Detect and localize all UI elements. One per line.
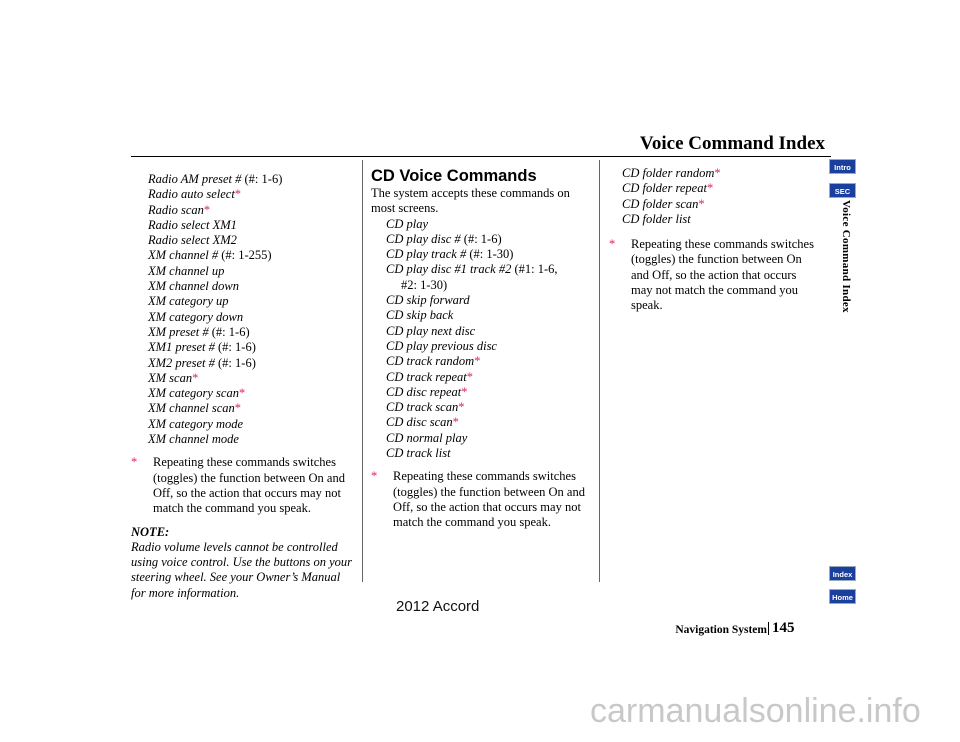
command-text: XM channel down [148, 279, 239, 294]
command-text: CD disc scan [386, 415, 453, 430]
command-item [371, 354, 593, 369]
command-item [371, 232, 593, 247]
command-item [131, 310, 356, 325]
column-radio-commands [131, 172, 356, 601]
asterisk-icon: * [238, 386, 246, 401]
command-text: CD folder scan [622, 196, 699, 211]
command-text: XM category scan [148, 386, 239, 401]
footnote-text: Repeating these commands switches (toggles) the function between On and Off, so the action that occurs may not match the command you speak. [631, 237, 814, 313]
command-range: (#1: 1-6, [511, 262, 558, 277]
asterisk-icon: * [234, 401, 242, 416]
column-cd-commands [371, 167, 593, 531]
side-section-title: Voice Command Index [840, 200, 852, 313]
column-divider-2 [599, 160, 600, 582]
command-text: CD play disc #1 track #2 [386, 262, 512, 277]
command-range: (#: 1-255) [218, 248, 272, 263]
command-item [371, 324, 593, 339]
asterisk-icon: * [452, 415, 459, 430]
asterisk-icon: * [131, 455, 138, 470]
asterisk-icon: * [714, 166, 721, 180]
footnote [371, 469, 593, 530]
command-text: CD skip forward [386, 293, 470, 308]
asterisk-icon: * [461, 384, 468, 399]
command-text: CD play track # [386, 247, 467, 262]
command-range-continued: #2: 1-30) [401, 277, 448, 292]
column-cd-folder-commands [609, 166, 819, 314]
command-text: XM scan [148, 370, 193, 385]
command-text: XM category mode [148, 416, 244, 431]
section-intro: The system accepts these commands on most screens. [371, 186, 570, 216]
command-item [131, 233, 356, 248]
command-text: CD folder list [622, 211, 691, 226]
asterisk-icon: * [458, 400, 465, 415]
command-item [131, 279, 356, 294]
command-text: XM1 preset # [148, 340, 215, 355]
cd-folder-command-list [609, 166, 819, 227]
command-item [131, 340, 356, 355]
command-text: CD disc repeat [386, 384, 462, 399]
command-text: CD play disc # [386, 231, 461, 246]
command-text: XM channel # [148, 248, 219, 263]
index-tab[interactable]: Index [829, 566, 856, 581]
command-item [131, 172, 356, 187]
site-watermark: carmanualsonline.info [590, 692, 921, 730]
command-item [131, 264, 356, 279]
page-title: Voice Command Index [639, 133, 825, 154]
footer-separator [768, 622, 769, 635]
command-item [371, 385, 593, 400]
command-text: CD play next disc [386, 323, 476, 338]
asterisk-icon: * [203, 202, 211, 217]
command-item [131, 356, 356, 371]
command-text: XM channel mode [148, 432, 239, 447]
command-text: Radio scan [148, 202, 204, 217]
asterisk-icon: * [609, 237, 616, 252]
command-item [371, 370, 593, 385]
command-item [371, 262, 593, 277]
command-item [131, 203, 356, 218]
command-text: CD folder random [622, 166, 715, 180]
column-divider-1 [362, 160, 363, 582]
command-item [371, 431, 593, 446]
command-item [131, 248, 356, 263]
command-text: XM channel scan [148, 401, 235, 416]
command-item [371, 308, 593, 323]
command-range: (#: 1-6) [241, 172, 283, 186]
command-range: (#: 1-6) [208, 324, 250, 339]
note-label: NOTE: [131, 524, 170, 539]
command-text: XM category up [148, 294, 229, 309]
command-item [131, 401, 356, 416]
note-text: Radio volume levels cannot be controlled using voice control. Use the buttons on your steering wheel. See your Owner’s Manual for more information. [131, 539, 353, 600]
footer-system-name: Navigation System [675, 624, 767, 636]
command-text: Radio select XM2 [148, 233, 237, 248]
model-label: 2012 Accord [396, 598, 480, 615]
command-item [131, 325, 356, 340]
command-text: CD track repeat [386, 369, 467, 384]
command-item [371, 339, 593, 354]
command-item [609, 166, 819, 181]
command-range: (#: 1-6) [214, 340, 256, 355]
section-heading: CD Voice Commands [371, 167, 537, 185]
command-item [609, 212, 819, 227]
command-item [371, 217, 593, 232]
asterisk-icon: * [474, 354, 481, 369]
footnote-text: Repeating these commands switches (toggles) the function between On and Off, so the action that occurs may not match the command you speak. [153, 455, 345, 516]
command-range: (#: 1-6) [460, 231, 502, 246]
command-item [131, 371, 356, 386]
command-item [131, 417, 356, 432]
sec-tab[interactable]: SEC [829, 183, 856, 198]
command-text: XM2 preset # [148, 355, 215, 370]
command-text: CD track list [386, 446, 451, 461]
command-item [371, 400, 593, 415]
command-text: XM channel up [148, 263, 225, 278]
page-number: 145 [772, 620, 795, 636]
command-item [131, 386, 356, 401]
command-text: CD normal play [386, 430, 468, 445]
command-item [131, 432, 356, 447]
radio-command-list [131, 172, 356, 447]
command-text: XM preset # [148, 324, 209, 339]
command-item [609, 197, 819, 212]
command-text: CD folder repeat [622, 181, 707, 196]
command-text: Radio auto select [148, 187, 235, 202]
intro-tab[interactable]: Intro [829, 159, 856, 174]
command-item [131, 187, 356, 202]
command-item [371, 415, 593, 430]
asterisk-icon: * [234, 187, 242, 202]
asterisk-icon: * [698, 196, 705, 211]
command-text: CD track scan [386, 400, 459, 415]
command-item [371, 446, 593, 461]
command-item [371, 247, 593, 262]
footnote [131, 455, 356, 516]
command-text: CD play previous disc [386, 338, 497, 353]
home-tab[interactable]: Home [829, 589, 856, 604]
command-text: CD play [386, 216, 429, 231]
command-text: CD track random [386, 354, 475, 369]
asterisk-icon: * [192, 370, 199, 385]
command-item [371, 293, 593, 308]
command-text: CD skip back [386, 308, 454, 323]
command-item [131, 294, 356, 309]
command-text: XM category down [148, 309, 244, 324]
command-range: (#: 1-30) [466, 247, 514, 262]
asterisk-icon: * [371, 469, 378, 484]
command-text: Radio AM preset # [148, 172, 242, 186]
title-rule [131, 156, 831, 157]
command-text: Radio select XM1 [148, 217, 237, 232]
footnote [609, 237, 819, 313]
cd-command-list [371, 217, 593, 462]
command-item [131, 218, 356, 233]
command-range: (#: 1-6) [214, 355, 256, 370]
command-item [609, 181, 819, 196]
asterisk-icon: * [466, 369, 474, 384]
asterisk-icon: * [706, 181, 714, 196]
footnote-text: Repeating these commands switches (toggles) the function between On and Off, so the action that occurs may not match the command you speak. [393, 469, 585, 530]
